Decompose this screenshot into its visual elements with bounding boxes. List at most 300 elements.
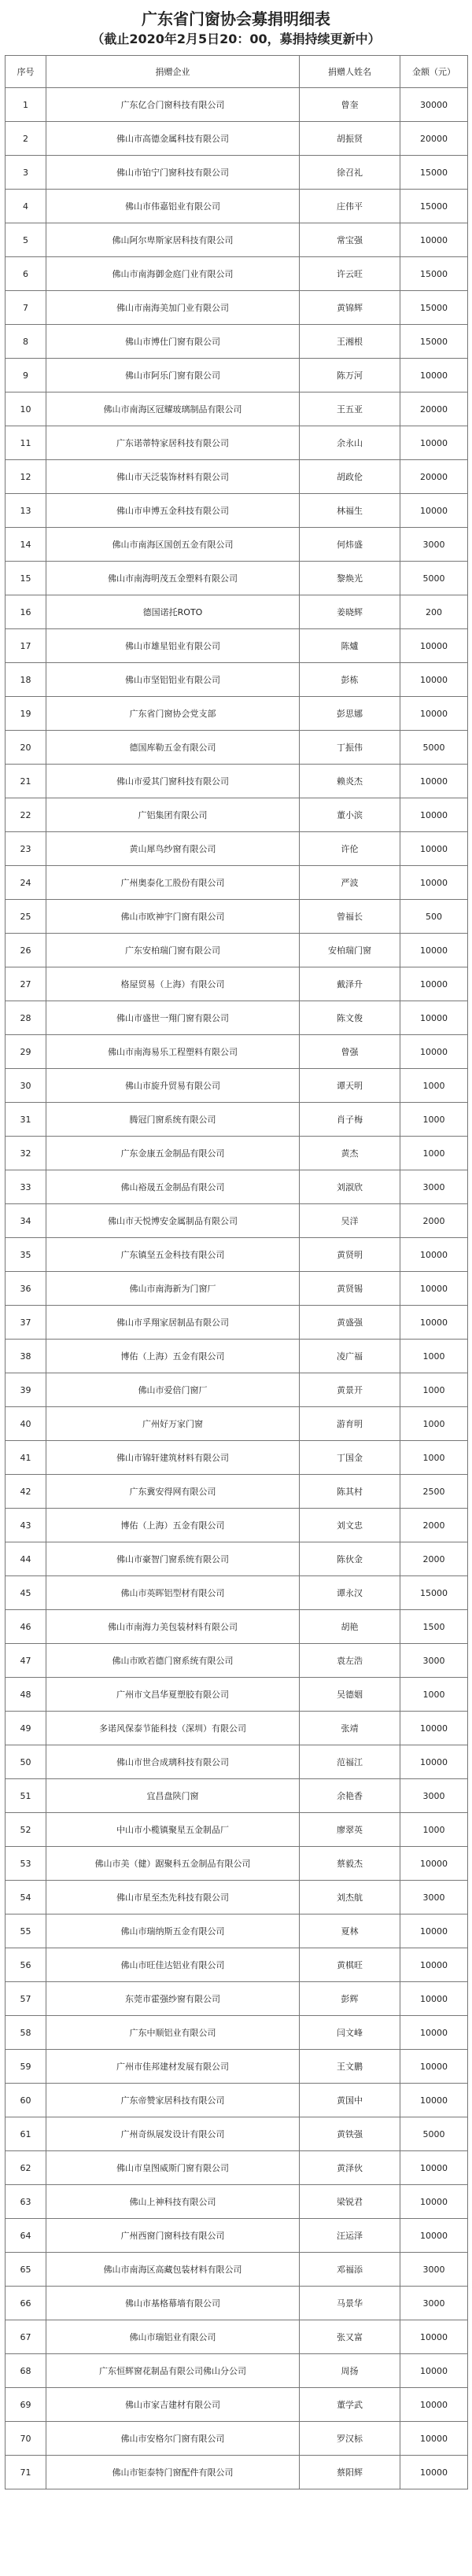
table-row	[6, 731, 468, 765]
row-index: 21	[6, 765, 46, 798]
row-index: 2	[6, 122, 46, 156]
row-donor: 谭天明	[300, 1069, 400, 1103]
row-index: 9	[6, 359, 46, 392]
row-company: 广东省门窗协会党支部	[46, 697, 300, 731]
row-company: 佛山市锦轩建筑材料有限公司	[46, 1441, 300, 1475]
table-row	[6, 798, 468, 832]
row-donor: 张靖	[300, 1712, 400, 1745]
table-row	[6, 1170, 468, 1204]
row-donor: 徐召礼	[300, 156, 400, 190]
row-company: 佛山市天悦博安金属制品有限公司	[46, 1204, 300, 1238]
row-amount: 1000	[400, 1069, 468, 1103]
document-title: 广东省门窗协会募捐明细表	[142, 9, 330, 28]
table-row	[6, 325, 468, 359]
row-index: 62	[6, 2151, 46, 2185]
table-row	[6, 2185, 468, 2219]
header-donor: 捐赠人姓名	[300, 56, 400, 88]
row-index: 24	[6, 866, 46, 900]
row-company: 佛山市南海区冠耀玻璃制品有限公司	[46, 392, 300, 426]
row-donor: 凌广福	[300, 1340, 400, 1373]
row-amount: 3000	[400, 1779, 468, 1813]
row-donor: 林福生	[300, 494, 400, 528]
row-company: 广东镇坚五金科技有限公司	[46, 1238, 300, 1272]
row-amount: 15000	[400, 190, 468, 223]
row-donor: 黄景开	[300, 1373, 400, 1407]
row-donor: 刘杰航	[300, 1881, 400, 1914]
row-index: 45	[6, 1576, 46, 1610]
row-amount: 10000	[400, 629, 468, 663]
row-index: 52	[6, 1813, 46, 1847]
row-donor: 彭思娜	[300, 697, 400, 731]
row-donor: 黄泽伙	[300, 2151, 400, 2185]
row-company: 佛山市豪智门窗系统有限公司	[46, 1542, 300, 1576]
row-donor: 胡振贤	[300, 122, 400, 156]
row-donor: 姜晓辉	[300, 595, 400, 629]
row-company: 佛山市瑞纳斯五金有限公司	[46, 1914, 300, 1948]
table-row	[6, 1103, 468, 1137]
table-row	[6, 1001, 468, 1035]
table-row	[6, 2422, 468, 2456]
table-row	[6, 2016, 468, 2050]
row-amount: 5000	[400, 562, 468, 595]
row-index: 58	[6, 2016, 46, 2050]
row-index: 10	[6, 392, 46, 426]
row-amount: 10000	[400, 798, 468, 832]
row-amount: 2000	[400, 1204, 468, 1238]
row-amount: 3000	[400, 1170, 468, 1204]
row-amount: 200	[400, 595, 468, 629]
row-donor: 庄伟平	[300, 190, 400, 223]
row-amount: 10000	[400, 2320, 468, 2354]
row-company: 佛山市铂宁门窗科技有限公司	[46, 156, 300, 190]
row-amount: 1000	[400, 1813, 468, 1847]
row-index: 51	[6, 1779, 46, 1813]
table-row	[6, 1035, 468, 1069]
row-index: 50	[6, 1745, 46, 1779]
row-company: 广东恒辉窗花制品有限公司佛山分公司	[46, 2354, 300, 2388]
row-index: 37	[6, 1306, 46, 1340]
row-index: 34	[6, 1204, 46, 1238]
row-index: 36	[6, 1272, 46, 1306]
row-amount: 1000	[400, 1103, 468, 1137]
header-index: 序号	[6, 56, 46, 88]
row-amount: 15000	[400, 325, 468, 359]
row-company: 广东诺蒂特家居科技有限公司	[46, 426, 300, 460]
row-donor: 丁国金	[300, 1441, 400, 1475]
row-company: 佛山市旋升贸易有限公司	[46, 1069, 300, 1103]
row-index: 7	[6, 291, 46, 325]
row-index: 41	[6, 1441, 46, 1475]
row-company: 佛山市旺佳达铝业有限公司	[46, 1948, 300, 1982]
row-company: 多诺风保泰节能科技（深圳）有限公司	[46, 1712, 300, 1745]
row-index: 19	[6, 697, 46, 731]
row-donor: 胡政伦	[300, 460, 400, 494]
row-company: 佛山市坚铝铝业有限公司	[46, 663, 300, 697]
row-index: 61	[6, 2117, 46, 2151]
row-donor: 何炜盛	[300, 528, 400, 562]
table-row	[6, 1306, 468, 1340]
row-index: 67	[6, 2320, 46, 2354]
row-donor: 黄棋旺	[300, 1948, 400, 1982]
table-row	[6, 1948, 468, 1982]
row-company: 佛山市南海御金庭门业有限公司	[46, 257, 300, 291]
table-row	[6, 934, 468, 967]
row-amount: 1000	[400, 1407, 468, 1441]
row-donor: 夏林	[300, 1914, 400, 1948]
row-index: 70	[6, 2422, 46, 2456]
row-amount: 3000	[400, 2287, 468, 2320]
row-amount: 10000	[400, 2151, 468, 2185]
row-donor: 范福江	[300, 1745, 400, 1779]
row-index: 20	[6, 731, 46, 765]
table-row	[6, 2050, 468, 2084]
row-amount: 3000	[400, 2253, 468, 2287]
table-row	[6, 1914, 468, 1948]
row-donor: 黄铁强	[300, 2117, 400, 2151]
row-amount: 10000	[400, 2422, 468, 2456]
table-row	[6, 900, 468, 934]
row-company: 广州奇纵展发设计有限公司	[46, 2117, 300, 2151]
table-row	[6, 1509, 468, 1542]
table-row	[6, 1847, 468, 1881]
row-index: 60	[6, 2084, 46, 2117]
row-donor: 许伦	[300, 832, 400, 866]
row-company: 佛山市皇图威斯门窗有限公司	[46, 2151, 300, 2185]
table-row	[6, 2320, 468, 2354]
table-row	[6, 2219, 468, 2253]
row-company: 广州好万家门窗	[46, 1407, 300, 1441]
row-donor: 戴泽升	[300, 967, 400, 1001]
row-company: 佛山市安格尔门窗有限公司	[46, 2422, 300, 2456]
row-donor: 袁左浩	[300, 1644, 400, 1678]
row-amount: 1500	[400, 1610, 468, 1644]
row-index: 6	[6, 257, 46, 291]
row-amount: 10000	[400, 1745, 468, 1779]
row-donor: 董小滨	[300, 798, 400, 832]
row-donor: 余永山	[300, 426, 400, 460]
row-company: 广东亿合门窗科技有限公司	[46, 88, 300, 122]
table-row	[6, 257, 468, 291]
row-company: 佛山市欧神宇门窗有限公司	[46, 900, 300, 934]
row-company: 广州市文昌华夏塑胶有限公司	[46, 1678, 300, 1712]
row-index: 5	[6, 223, 46, 257]
row-amount: 10000	[400, 2185, 468, 2219]
row-amount: 10000	[400, 1982, 468, 2016]
table-row	[6, 1813, 468, 1847]
row-company: 佛山裕晟五金制品有限公司	[46, 1170, 300, 1204]
row-amount: 1000	[400, 1137, 468, 1170]
row-company: 东莞市霍强纱窗有限公司	[46, 1982, 300, 2016]
row-amount: 10000	[400, 1306, 468, 1340]
row-company: 博佑（上海）五金有限公司	[46, 1340, 300, 1373]
row-index: 26	[6, 934, 46, 967]
row-amount: 10000	[400, 967, 468, 1001]
row-amount: 3000	[400, 528, 468, 562]
row-donor: 闫文峰	[300, 2016, 400, 2050]
row-index: 64	[6, 2219, 46, 2253]
row-index: 69	[6, 2388, 46, 2422]
table-row	[6, 2151, 468, 2185]
row-index: 31	[6, 1103, 46, 1137]
row-donor: 许云旺	[300, 257, 400, 291]
row-index: 65	[6, 2253, 46, 2287]
row-amount: 20000	[400, 122, 468, 156]
row-donor: 彭辉	[300, 1982, 400, 2016]
table-row	[6, 1407, 468, 1441]
document-subtitle: （截止2020年2月5日20：00，募捐持续更新中）	[91, 31, 381, 46]
table-row	[6, 223, 468, 257]
table-row	[6, 2117, 468, 2151]
row-donor: 黄杰	[300, 1137, 400, 1170]
row-index: 17	[6, 629, 46, 663]
row-index: 46	[6, 1610, 46, 1644]
row-company: 广铝集团有限公司	[46, 798, 300, 832]
table-row	[6, 2287, 468, 2320]
row-index: 4	[6, 190, 46, 223]
row-amount: 10000	[400, 426, 468, 460]
row-index: 1	[6, 88, 46, 122]
row-company: 佛山阿尔卑斯家居科技有限公司	[46, 223, 300, 257]
row-donor: 蔡毅杰	[300, 1847, 400, 1881]
row-index: 55	[6, 1914, 46, 1948]
row-index: 29	[6, 1035, 46, 1069]
table-row	[6, 1712, 468, 1745]
table-row	[6, 1441, 468, 1475]
table-row	[6, 663, 468, 697]
table-row	[6, 562, 468, 595]
row-amount: 2000	[400, 1542, 468, 1576]
row-company: 佛山市孚翔家居制品有限公司	[46, 1306, 300, 1340]
row-donor: 陈爐	[300, 629, 400, 663]
row-donor: 黄锦辉	[300, 291, 400, 325]
row-amount: 15000	[400, 291, 468, 325]
table-row	[6, 866, 468, 900]
row-donor: 谭永汉	[300, 1576, 400, 1610]
row-donor: 赖炎杰	[300, 765, 400, 798]
row-donor: 王文鹏	[300, 2050, 400, 2084]
row-amount: 30000	[400, 88, 468, 122]
row-index: 38	[6, 1340, 46, 1373]
table-row	[6, 88, 468, 122]
row-index: 57	[6, 1982, 46, 2016]
row-donor: 常宝强	[300, 223, 400, 257]
table-row	[6, 2456, 468, 2489]
row-index: 28	[6, 1001, 46, 1035]
row-amount: 10000	[400, 2084, 468, 2117]
row-donor: 严波	[300, 866, 400, 900]
table-row	[6, 1137, 468, 1170]
row-donor: 彭栋	[300, 663, 400, 697]
table-row	[6, 460, 468, 494]
table-row	[6, 2354, 468, 2388]
row-company: 佛山市博仕门窗有限公司	[46, 325, 300, 359]
row-company: 佛山市南海易乐工程塑料有限公司	[46, 1035, 300, 1069]
table-row	[6, 1204, 468, 1238]
table-row	[6, 1238, 468, 1272]
row-amount: 5000	[400, 731, 468, 765]
row-amount: 1000	[400, 1678, 468, 1712]
row-donor: 黄国中	[300, 2084, 400, 2117]
row-index: 32	[6, 1137, 46, 1170]
row-amount: 15000	[400, 156, 468, 190]
table-row	[6, 2253, 468, 2287]
row-amount: 10000	[400, 2219, 468, 2253]
row-donor: 刘淑欣	[300, 1170, 400, 1204]
row-donor: 吴洋	[300, 1204, 400, 1238]
row-index: 39	[6, 1373, 46, 1407]
row-company: 佛山市南海区国创五金有限公司	[46, 528, 300, 562]
table-header-row	[6, 56, 468, 88]
row-index: 12	[6, 460, 46, 494]
row-donor: 刘文忠	[300, 1509, 400, 1542]
table-row	[6, 1610, 468, 1644]
table-row	[6, 629, 468, 663]
table-row	[6, 1272, 468, 1306]
table-row	[6, 967, 468, 1001]
row-company: 佛山市星至杰先科技有限公司	[46, 1881, 300, 1914]
row-company: 佛山市阿乐门窗有限公司	[46, 359, 300, 392]
row-company: 佛山市南海明茂五金塑料有限公司	[46, 562, 300, 595]
table-row	[6, 1779, 468, 1813]
row-index: 11	[6, 426, 46, 460]
row-index: 18	[6, 663, 46, 697]
row-donor: 罗汉标	[300, 2422, 400, 2456]
row-amount: 10000	[400, 2354, 468, 2388]
row-index: 8	[6, 325, 46, 359]
row-donor: 王五亚	[300, 392, 400, 426]
row-company: 佛山市美（健）踞聚科五金制品有限公司	[46, 1847, 300, 1881]
row-company: 佛山市世合成璃科技有限公司	[46, 1745, 300, 1779]
row-company: 格屋贸易（上海）有限公司	[46, 967, 300, 1001]
row-amount: 10000	[400, 934, 468, 967]
row-company: 佛山市钜泰特门窗配件有限公司	[46, 2456, 300, 2489]
row-index: 43	[6, 1509, 46, 1542]
row-amount: 10000	[400, 866, 468, 900]
row-index: 53	[6, 1847, 46, 1881]
row-index: 30	[6, 1069, 46, 1103]
row-company: 广州市佳邦建材发展有限公司	[46, 2050, 300, 2084]
row-company: 黄山犀鸟纱窗有限公司	[46, 832, 300, 866]
row-donor: 黄贤明	[300, 1238, 400, 1272]
row-index: 54	[6, 1881, 46, 1914]
row-index: 15	[6, 562, 46, 595]
table-row	[6, 595, 468, 629]
row-amount: 10000	[400, 1001, 468, 1035]
table-row	[6, 190, 468, 223]
table-row	[6, 832, 468, 866]
row-donor: 陈文俊	[300, 1001, 400, 1035]
row-index: 56	[6, 1948, 46, 1982]
row-index: 66	[6, 2287, 46, 2320]
row-index: 40	[6, 1407, 46, 1441]
row-amount: 10000	[400, 2456, 468, 2489]
row-donor: 游育明	[300, 1407, 400, 1441]
row-company: 佛山市申博五金科技有限公司	[46, 494, 300, 528]
table-row	[6, 494, 468, 528]
row-company: 佛山市爱倍门窗厂	[46, 1373, 300, 1407]
row-amount: 20000	[400, 392, 468, 426]
table-row	[6, 1373, 468, 1407]
table-row	[6, 426, 468, 460]
row-amount: 1000	[400, 1441, 468, 1475]
row-donor: 肖子梅	[300, 1103, 400, 1137]
donation-table	[5, 55, 468, 2489]
row-donor: 曾奎	[300, 88, 400, 122]
row-company: 佛山市欧若德门窗系统有限公司	[46, 1644, 300, 1678]
row-donor: 张又富	[300, 2320, 400, 2354]
row-donor: 邓福添	[300, 2253, 400, 2287]
table-row	[6, 2388, 468, 2422]
table-row	[6, 156, 468, 190]
row-company: 佛山市南海区高藏包装材料有限公司	[46, 2253, 300, 2287]
row-index: 33	[6, 1170, 46, 1204]
row-company: 佛山市雄星铝业有限公司	[46, 629, 300, 663]
row-amount: 10000	[400, 1035, 468, 1069]
row-index: 16	[6, 595, 46, 629]
row-company: 广东安柏瑞门窗有限公司	[46, 934, 300, 967]
table-row	[6, 1542, 468, 1576]
row-company: 广州奥泰化工股份有限公司	[46, 866, 300, 900]
row-index: 63	[6, 2185, 46, 2219]
row-donor: 王湘根	[300, 325, 400, 359]
row-index: 22	[6, 798, 46, 832]
table-row	[6, 528, 468, 562]
table-row	[6, 1340, 468, 1373]
row-company: 佛山市高德金属科技有限公司	[46, 122, 300, 156]
row-donor: 廖翠英	[300, 1813, 400, 1847]
table-row	[6, 1576, 468, 1610]
row-amount: 15000	[400, 1576, 468, 1610]
row-index: 47	[6, 1644, 46, 1678]
table-row	[6, 1745, 468, 1779]
row-company: 佛山市基格幕墙有限公司	[46, 2287, 300, 2320]
row-amount: 1000	[400, 1373, 468, 1407]
row-index: 44	[6, 1542, 46, 1576]
row-index: 35	[6, 1238, 46, 1272]
table-row	[6, 392, 468, 426]
row-donor: 曾福长	[300, 900, 400, 934]
table-row	[6, 697, 468, 731]
row-company: 德国库勒五金有限公司	[46, 731, 300, 765]
table-row	[6, 1475, 468, 1509]
row-donor: 汪运泽	[300, 2219, 400, 2253]
row-amount: 10000	[400, 1272, 468, 1306]
row-amount: 20000	[400, 460, 468, 494]
row-amount: 1000	[400, 1340, 468, 1373]
row-company: 佛山市英晖铝型材有限公司	[46, 1576, 300, 1610]
row-donor: 胡艳	[300, 1610, 400, 1644]
row-amount: 2000	[400, 1509, 468, 1542]
table-row	[6, 1881, 468, 1914]
row-amount: 10000	[400, 1712, 468, 1745]
row-amount: 5000	[400, 2117, 468, 2151]
row-company: 佛山市伟嘉铝业有限公司	[46, 190, 300, 223]
row-amount: 3000	[400, 1644, 468, 1678]
row-company: 佛山市南海美加门业有限公司	[46, 291, 300, 325]
row-amount: 10000	[400, 1238, 468, 1272]
row-index: 14	[6, 528, 46, 562]
row-donor: 陈伙金	[300, 1542, 400, 1576]
row-amount: 10000	[400, 1914, 468, 1948]
row-donor: 安柏瑞门窗	[300, 934, 400, 967]
row-amount: 10000	[400, 663, 468, 697]
row-amount: 10000	[400, 697, 468, 731]
row-company: 博佑（上海）五金有限公司	[46, 1509, 300, 1542]
row-amount: 15000	[400, 257, 468, 291]
row-donor: 蔡阳辉	[300, 2456, 400, 2489]
row-company: 佛山上神科技有限公司	[46, 2185, 300, 2219]
row-amount: 10000	[400, 494, 468, 528]
